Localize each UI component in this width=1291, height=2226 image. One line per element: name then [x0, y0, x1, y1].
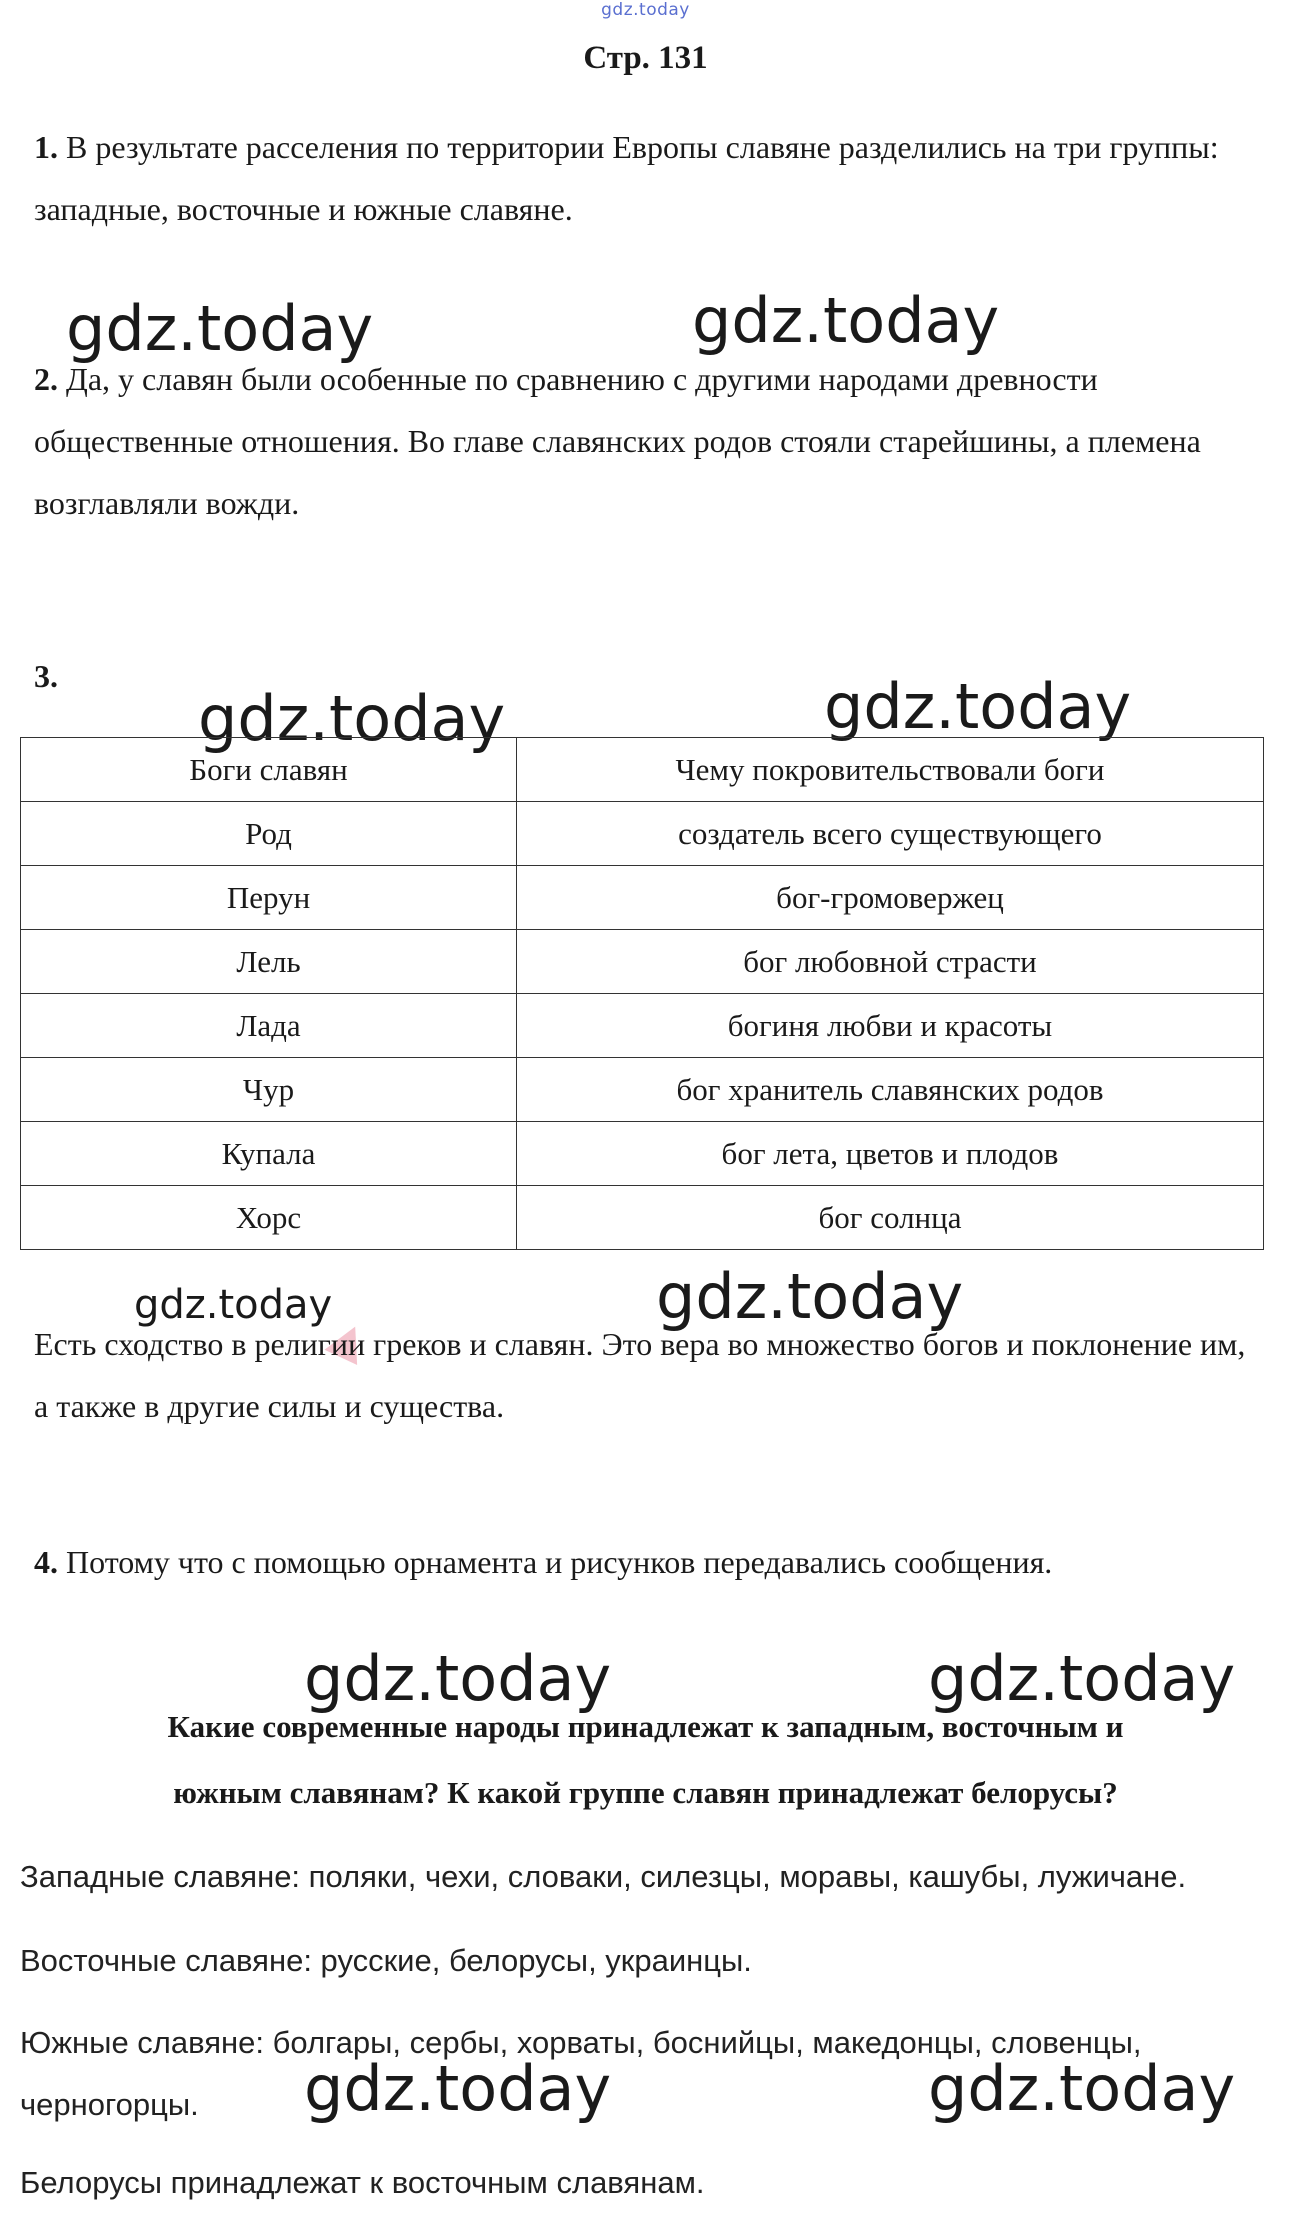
- question-line-1: Какие современные народы принадлежат к западным, восточным и: [167, 1709, 1124, 1744]
- table-row: [21, 866, 1264, 930]
- answer-4-number: 4.: [34, 1544, 58, 1580]
- god-name: Купала: [21, 1122, 517, 1186]
- answer-1: [34, 116, 1254, 240]
- watermark: gdz.today: [692, 284, 1000, 357]
- table-row: [21, 1186, 1264, 1250]
- watermark: gdz.today: [928, 2052, 1236, 2125]
- watermark: gdz.today: [304, 2052, 612, 2125]
- watermark: gdz.today: [304, 1642, 612, 1715]
- god-name: Лель: [21, 930, 517, 994]
- god-patronage: бог любовной страсти: [517, 930, 1264, 994]
- table-header-gods: Боги славян: [21, 738, 517, 802]
- god-patronage: богиня любви и красоты: [517, 994, 1264, 1058]
- answer-1-text: В результате расселения по территории Европы славяне разделились на три группы: западные, восточные и южные славяне.: [34, 129, 1219, 227]
- question-line-2: южным славянам? К какой группе славян принадлежат белорусы?: [173, 1775, 1118, 1810]
- god-patronage: бог солнца: [517, 1186, 1264, 1250]
- answer-3-text: Есть сходство в религии греков и славян. Это вера во множество богов и поклонение им, а также в другие силы и существа.: [34, 1326, 1246, 1424]
- table-row: [21, 802, 1264, 866]
- god-patronage: бог-громовержец: [517, 866, 1264, 930]
- table-header-row: [21, 738, 1264, 802]
- watermark: gdz.today: [656, 1260, 964, 1333]
- answer-1-number: 1.: [34, 129, 58, 165]
- answer-4: [34, 1531, 1254, 1593]
- answer-3-number: 3.: [34, 658, 58, 694]
- god-name: Лада: [21, 994, 517, 1058]
- answer-2-number: 2.: [34, 361, 58, 397]
- watermark-small: gdz.today: [601, 0, 690, 20]
- god-name: Чур: [21, 1058, 517, 1122]
- watermark: gdz.today: [134, 1282, 333, 1328]
- table-row: [21, 1122, 1264, 1186]
- god-name: Род: [21, 802, 517, 866]
- answer-4-text: Потому что с помощью орнамента и рисунков передавались сообщения.: [66, 1544, 1053, 1580]
- west-slavs: Западные славяне: поляки, чехи, словаки, силезцы, моравы, кашубы, лужичане.: [20, 1859, 1187, 1894]
- south-slavs: Южные славяне: болгары, сербы, хорваты, боснийцы, македонцы, словенцы, черногорцы.: [20, 2025, 1142, 2122]
- watermark: gdz.today: [66, 292, 374, 365]
- watermark: gdz.today: [824, 670, 1132, 743]
- god-name: Хорс: [21, 1186, 517, 1250]
- gods-table: [20, 737, 1264, 1250]
- god-patronage: бог хранитель славянских родов: [517, 1058, 1264, 1122]
- table-header-patronage: Чему покровительствовали боги: [517, 738, 1264, 802]
- god-patronage: бог лета, цветов и плодов: [517, 1122, 1264, 1186]
- god-patronage: создатель всего существующего: [517, 802, 1264, 866]
- watermark: gdz.today: [928, 1642, 1236, 1715]
- answer-2-text: Да, у славян были особенные по сравнению с другими народами древности общественные отношения. Во главе славянских родов стояли старейшины, а племена возглавляли вожди.: [34, 361, 1201, 521]
- belarus-answer: Белорусы принадлежат к восточным славянам.: [20, 2165, 705, 2200]
- god-name: Перун: [21, 866, 517, 930]
- table-row: [21, 994, 1264, 1058]
- east-slavs: Восточные славяне: русские, белорусы, украинцы.: [20, 1943, 752, 1978]
- watermark: gdz.today: [198, 682, 506, 755]
- table-row: [21, 1058, 1264, 1122]
- answer-2: [34, 348, 1254, 534]
- page-title: Стр. 131: [583, 40, 708, 76]
- table-row: [21, 930, 1264, 994]
